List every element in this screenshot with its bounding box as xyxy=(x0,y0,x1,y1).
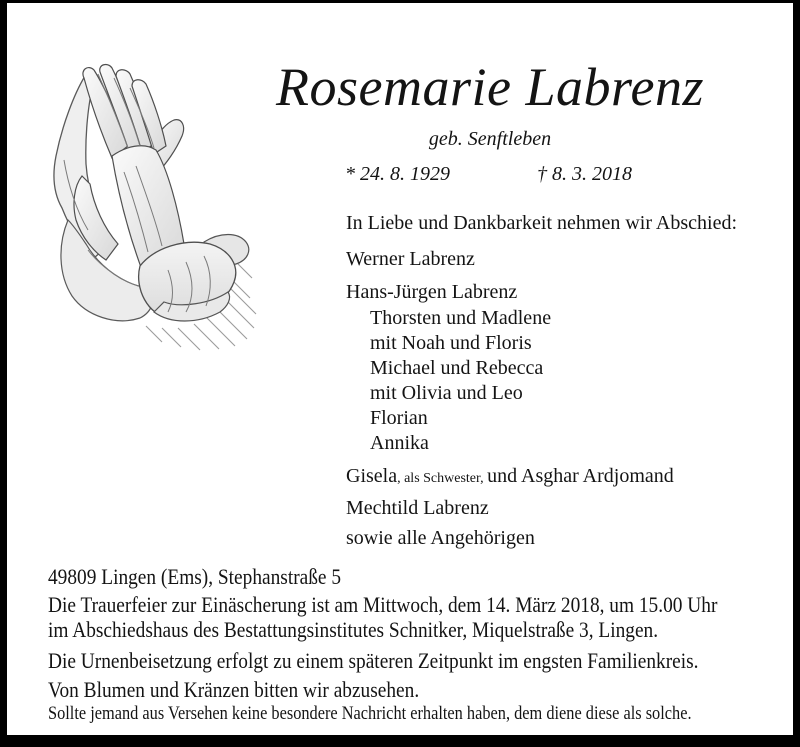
praying-hands-icon xyxy=(28,60,260,352)
funeral-info-line-1 xyxy=(48,592,800,618)
sister-name: Gisela xyxy=(346,465,398,487)
flowers-text: Von Blumen und Kränzen bitten wir abzusehen. xyxy=(48,677,420,702)
mourner-werner: Werner Labrenz xyxy=(346,248,475,270)
funeral-info-line-2 xyxy=(48,617,741,643)
deceased-name: Rosemarie Labrenz xyxy=(276,57,704,117)
funeral-text-2: im Abschiedshaus des Bestattungsinstitutes Schnitker, Miquelstraße 3, Lingen. xyxy=(48,617,659,642)
address-text: 49809 Lingen (Ems), Stephanstraße 5 xyxy=(48,564,342,589)
address-line xyxy=(48,564,381,590)
urn-text: Die Urnenbeisetzung erfolgt zu einem späteren Zeitpunkt im engsten Familienkreis. xyxy=(48,648,699,673)
family-member-line: Annika xyxy=(370,432,429,454)
family-member-line: Michael und Rebecca xyxy=(370,357,544,379)
family-member-line: Thorsten und Madlene xyxy=(370,307,552,329)
family-member-line: mit Olivia und Leo xyxy=(370,382,523,404)
mourner-sister-line xyxy=(346,464,674,488)
mourner-hans-juergen: Hans-Jürgen Labrenz xyxy=(346,281,518,303)
closing-line: sowie alle Angehörigen xyxy=(346,527,535,549)
death-date: † 8. 3. 2018 xyxy=(537,163,632,185)
maiden-name: geb. Senftleben xyxy=(428,128,552,150)
notification-line xyxy=(48,703,796,726)
notification-text: Sollte jemand aus Versehen keine besondere Nachricht erhalten haben, dem diene diese als solche. xyxy=(48,703,692,724)
funeral-text-1: Die Trauerfeier zur Einäscherung ist am Mittwoch, dem 14. März 2018, um 15.00 Uhr xyxy=(48,592,718,617)
intro-line: In Liebe und Dankbarkeit nehmen wir Abschied: xyxy=(346,212,737,234)
birth-date: * 24. 8. 1929 xyxy=(345,163,450,185)
family-member-line: mit Noah und Floris xyxy=(370,332,532,354)
sister-relation: , als Schwester, xyxy=(397,471,488,486)
flowers-line xyxy=(48,677,470,703)
family-member-line: Florian xyxy=(370,407,428,429)
mourner-mechtild: Mechtild Labrenz xyxy=(346,497,489,519)
sister-rest: und Asghar Ardjomand xyxy=(487,465,674,487)
urn-burial-line xyxy=(48,648,787,674)
